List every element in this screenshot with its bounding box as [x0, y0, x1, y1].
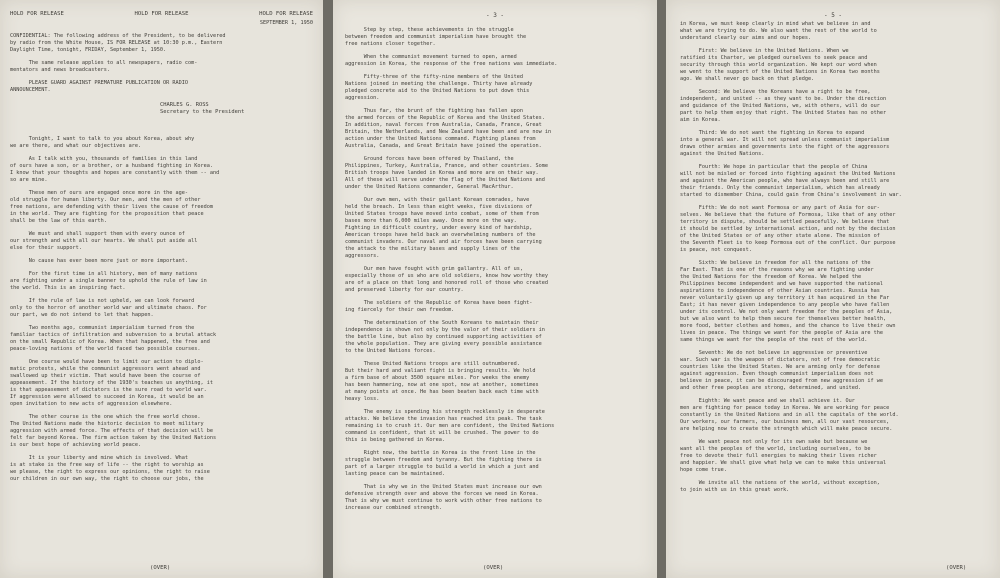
- body-paragraph: Third: We do not want the fighting in Korea to expand into a general war. It will not spread unless communist imperialism draws other armies and governments into the fight of the aggressors against the United Nations.: [680, 130, 890, 157]
- body-paragraph: These United Nations troops are still outnumbered. But their hard and valiant fight is bringing results. We hold a firm base of about 3500 square miles. For weeks the enemy has been hammering, now at one spot, now at another, sometimes at many points at once. He has been beaten back each time with heavy loss.: [345, 361, 539, 402]
- body-paragraph: Fourth: We hope in particular that the people of China will not be misled or forced into fighting against the United Nations and against the American people, who have always been and still are their friends. Only the communist imperialism, which has already started to dismember China, could gain from China's involvement in war.: [680, 164, 902, 198]
- page-three: [333, 0, 657, 578]
- body-paragraph: Second: We believe the Koreans have a right to be free, independent, and united -- as they want to be. Under the direction and guidance of the United Nations, we, with others, will do our part to help them enjoy that right. The United States has no other aim in Korea.: [680, 89, 887, 123]
- body-paragraph: Fifty-three of the fifty-nine members of the United Nations joined in meeting the challenge. Thirty have already pledged concrete aid to the United Nations to put down this aggression.: [345, 74, 533, 101]
- hold-for-release-3: HOLD FOR RELEASE: [259, 11, 313, 17]
- body-paragraph: That is why we in the United States must increase our own defensive strength over and above the forces we need in Korea. That is why we must continue to work with other free nations to increase our combined strength.: [345, 484, 542, 511]
- signature-block: [160, 102, 313, 116]
- over-marker: (OVER): [946, 565, 967, 571]
- page-number: - 3 -: [485, 12, 505, 19]
- body-paragraph: We must and shall support them with every ounce of our strength and with all our hearts. We shall put aside all else for their support.: [10, 231, 198, 251]
- body-paragraph: The soldiers of the Republic of Korea have been fight- ing fiercely for their own freedom.: [345, 300, 533, 313]
- body-paragraph: One course would have been to limit our action to diplo- matic protests, while the communist aggressors went ahead and swallowed up their victim. That would have been the course of appeasement. If the history of the 1930's teaches us anything, it is that appeasement of dictators is the sure road to world war. If aggression were allowed to succeed in Korea, it would be an open invitation to new acts of aggression elsewhere.: [10, 359, 214, 407]
- body-paragraph: If the rule of law is not upheld, we can look forward only to the horror of another world war and ultimate chaos. For our part, we do not intend to let that happen.: [10, 298, 207, 318]
- body-paragraph: Our men have fought with grim gallantry. All of us, especially those of us who are old soldiers, know how worthy they are of a place on that long and honored roll of those who created and preserved liberty for our country.: [345, 266, 549, 293]
- body-paragraph: We invite all the nations of the world, without exception, to join with us in this great work.: [680, 480, 880, 493]
- over-marker: (OVER): [483, 565, 504, 571]
- page-one: [0, 0, 323, 578]
- hold-for-release-1: HOLD FOR RELEASE: [10, 11, 64, 17]
- body-paragraph: Thus far, the brunt of the fighting has fallen upon the armed forces of the Republic of Korea and the United States. In addition, naval forces from Australia, Canada, France, Great Britain, the Netherlands, and New Zealand have been and are now in action under the United Nations command. Fighting planes from Australia, Canada, and Great Britain have joined the operation.: [345, 108, 552, 149]
- over-marker: (OVER): [150, 565, 171, 571]
- premature-publication-warning: PLEASE GUARD AGAINST PREMATURE PUBLICATION OR RADIO ANNOUNCEMENT.: [10, 80, 189, 93]
- release-applies-notice: The same release applies to all newspapers, radio com- mentators and news broadcasters.: [10, 60, 198, 73]
- body-paragraph: The determination of the South Koreans to maintain their independence is shown not only by the valor of their soldiers in the battle line, but also by continued supporting activities of the whole population. They are giving every possible assistance to the United Nations forces.: [345, 320, 545, 354]
- confidential-notice: CONFIDENTIAL: The following address of the President, to be delivered by radio from the White House, IS FOR RELEASE at 10:30 p.m., Eastern Daylight Time, tonight, FRIDAY, September 1, 1950.: [10, 33, 226, 53]
- release-date: SEPTEMBER 1, 1950: [259, 20, 313, 26]
- page-five: [666, 0, 1000, 578]
- body-paragraph: Eighth: We want peace and we shall achieve it. Our men are fighting for peace today in Korea. We are working for peace constantly in the United Nations and in all the capitals of the world. Our workers, our farmers, our business men, all our vast resources, are helping now to create the strength which will make peace secure.: [680, 398, 899, 432]
- page-number: - 5 -: [823, 12, 843, 19]
- body-paragraph: Step by step, these achievements in the struggle between freedom and communist imperialism have brought the free nations closer together.: [345, 27, 527, 47]
- body-paragraph: These men of ours are engaged once more in the age- old struggle for human liberty. Our men, and the men of other free nations, are defending with their lives the cause of freedom in the world. They are fighting for the proposition that peace shall be the law of this earth.: [10, 190, 214, 224]
- body-paragraph: Sixth: We believe in freedom for all the nations of the Far East. That is one of the reasons why we are fighting under the United Nations for the freedom of Korea. We helped the Philippines become independent and we have supported the national aspirations to independence of other Asian countries. Russia has never voluntarily given up any territory it has acquired in the Far East; it has never given independence to any people who have fallen under its control. We not only want freedom for the peoples of Asia, but we also want to help them secure for themselves better health, more food, better clothes and homes, and the chance to live their own lives in peace. The things we want for the people of Asia are the same things we want for the people of the rest of the world.: [680, 260, 896, 343]
- body-paragraph: Right now, the battle in Korea is the front line in the struggle between freedom and tyranny. But the fighting there is part of a larger struggle to build a world in which a just and lasting peace can be maintained.: [345, 450, 542, 477]
- signer-title: Secretary to the President: [160, 109, 245, 115]
- body-paragraph: It is your liberty and mine which is involved. What is at stake is the free way of life -- the right to worship as we please, the right to express our opinions, the right to raise our children in our own way, the right to choose our jobs, the: [10, 455, 210, 482]
- body-paragraph: No cause has ever been more just or more important.: [10, 258, 189, 264]
- body-paragraph: in Korea, we must keep clearly in mind what we believe in and what we are trying to do. We also want the rest of the world to understand clearly our aims and our hopes.: [680, 21, 877, 41]
- body-paragraph: As I talk with you, thousands of families in this land of ours have a son, or a brother, or a husband fighting in Korea. I know that your thoughts and hopes are constantly with them -- and so are mine.: [10, 156, 220, 183]
- body-paragraph: Seventh: We do not believe in aggressive or preventive war. Such war is the weapon of dictators, not of free democratic countries like the United States. We are arming only for defense against aggression. Even though communist imperialism does not believe in peace, it can be discouraged from new aggression if we and other free peoples are strong, determined, and united.: [680, 350, 884, 391]
- release-header: [10, 10, 313, 18]
- signer-name: CHARLES G. ROSS: [160, 102, 209, 108]
- body-paragraph: Ground forces have been offered by Thailand, the Philippines, Turkey, Australia, France, and other countries. Some British troops have landed in Korea and more are on their way. All of these will serve under the flag of the United Nations and under the United Nations commander, General MacArthur.: [345, 156, 549, 190]
- body-paragraph: We want peace not only for its own sake but because we want all the peoples of the world, including ourselves, to be free to devote their full energies to making their lives richer and happier. We shall give what help we can to make this universal hope come true.: [680, 439, 887, 473]
- body-paragraph: Our own men, with their gallant Korean comrades, have held the breach. In less than eight weeks, five divisions of United States troops have moved into combat, some of them from bases more than 6,000 miles away. Once more on the way. Fighting in difficult country, under every kind of hardship, American troops have held back an overwhelming numbers of the communist invaders. Our naval and air forces have been carrying the attack to the military bases and supply lines of the aggressors.: [345, 197, 542, 259]
- body-paragraph: When the communist movement turned to open, armed aggression in Korea, the response of the free nations was immediate.: [345, 54, 558, 67]
- body-paragraph: First: We believe in the United Nations. When we ratified its Charter, we pledged ourselves to seek peace and security through this world organization. We kept our word when we went to the support of the United Nations in Korea two months ago. We shall never go back on that pledge.: [680, 48, 880, 82]
- page-gutter: [323, 0, 333, 578]
- page-gutter: [657, 0, 666, 578]
- body-paragraph: The enemy is spending his strength recklessly in desperate attacks. We believe the invasion has reached its peak. The task remaining is to crush it. Our men are confident, the United Nations command is confident, that it will be crushed. The power to do this is being gathered in Korea.: [345, 409, 555, 443]
- body-paragraph: Fifth: We do not want Formosa or any part of Asia for our- selves. We believe that the future of Formosa, like that of any other territory in dispute, should be settled peacefully. We believe that it should be settled by international action, and not by the decision of the United States or of any other state alone. The mission of the Seventh Fleet is to keep Formosa out of the conflict. Our purpose is peace, not conquest.: [680, 205, 896, 253]
- hold-for-release-2: HOLD FOR RELEASE: [134, 11, 189, 17]
- body-paragraph: Two months ago, communist imperialism turned from the familiar tactics of infiltration and subversion to a brutal attack on the small Republic of Korea. When that happened, the free and peace-loving nations of the world faced two possible courses.: [10, 325, 217, 352]
- body-paragraph: The other course is the one which the free world chose. The United Nations made the historic decision to meet military aggression with armed force. The effects of that decision will be felt far beyond Korea. The firm action taken by the United Nations is our best hope of achieving world peace.: [10, 414, 217, 448]
- body-paragraph: For the first time in all history, men of many nations are fighting under a single banner to uphold the rule of law in the world. This is an inspiring fact.: [10, 271, 207, 291]
- body-paragraph: Tonight, I want to talk to you about Korea, about why we are there, and what our objectives are.: [10, 136, 195, 149]
